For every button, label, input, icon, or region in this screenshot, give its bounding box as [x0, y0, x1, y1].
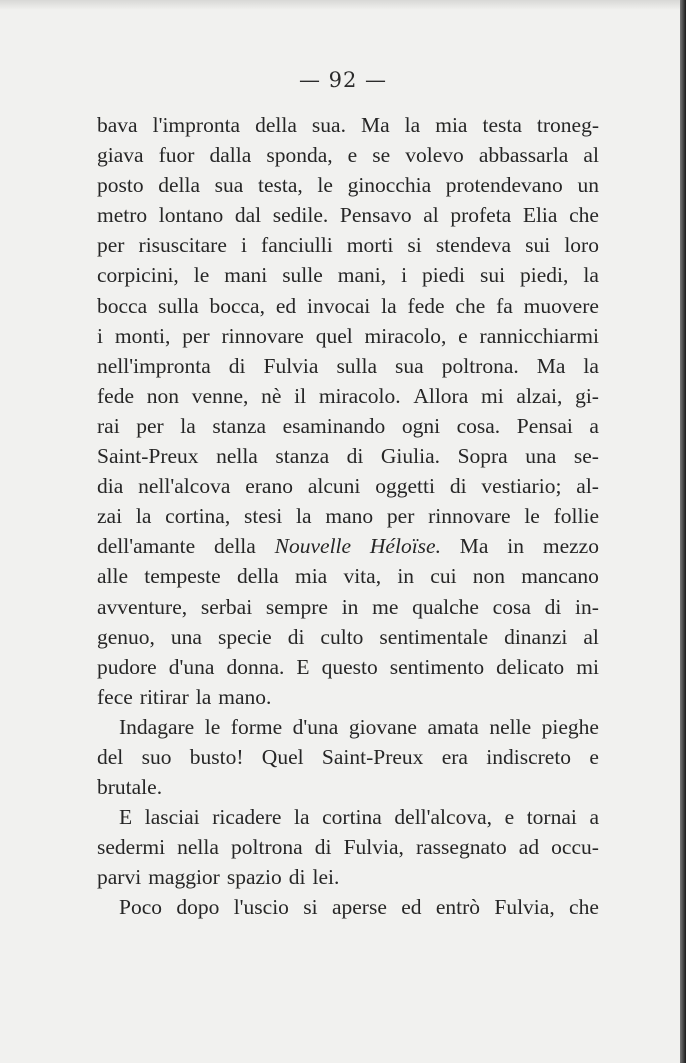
- text-line: bava l'impronta della sua. Ma la mia testa troneg-: [97, 113, 599, 137]
- text-line: rai per la stanza esaminando ogni cosa. Pensai a: [97, 413, 599, 438]
- text-line: alle tempeste della mia vita, in cui non mancano: [97, 564, 599, 589]
- text-line: zai la cortina, stesi la mano per rinnovare le follie: [97, 504, 599, 529]
- text-line: del suo busto! Quel Saint-Preux era indiscreto e: [97, 744, 599, 769]
- page-number: — 92 —: [298, 68, 388, 92]
- page-top-shadow: [0, 0, 686, 10]
- text-line: fede non venne, nè il miracolo. Allora mi alzai, gi-: [97, 383, 599, 408]
- body-text: [97, 110, 599, 923]
- text-line: fece ritirar la mano.: [97, 684, 272, 709]
- text-line: metro lontano dal sedile. Pensavo al profeta Elia che: [97, 203, 599, 228]
- text-line: Poco dopo l'uscio si aperse ed entrò Fulvia, che: [119, 895, 599, 920]
- text-line: posto della sua testa, le ginocchia protendevano un: [97, 173, 599, 198]
- text-line: Saint-Preux nella stanza di Giulia. Sopra una se-: [97, 444, 599, 469]
- text-line: parvi maggior spazio di lei.: [97, 865, 340, 890]
- text-line: avventure, serbai sempre in me qualche cosa di in-: [97, 594, 599, 619]
- text-line: sedermi nella poltrona di Fulvia, rassegnato ad occu-: [97, 835, 599, 860]
- text-line: brutale.: [97, 775, 163, 800]
- text-line: per risuscitare i fanciulli morti si stendeva sui loro: [97, 233, 599, 258]
- text-line: nell'impronta di Fulvia sulla sua poltrona. Ma la: [97, 353, 599, 378]
- text-line: E lasciai ricadere la cortina dell'alcova, e tornai a: [119, 805, 599, 830]
- text-line: Indagare le forme d'una giovane amata nelle pieghe: [119, 714, 599, 739]
- text-line: bocca sulla bocca, ed invocai la fede che fa muovere: [97, 293, 599, 318]
- text-line: pudore d'una donna. E questo sentimento delicato mi: [97, 654, 599, 679]
- text-line: dia nell'alcova erano alcuni oggetti di vestiario; al-: [97, 474, 599, 499]
- text-line: corpicini, le mani sulle mani, i piedi sui piedi, la: [97, 263, 599, 288]
- text-line: genuo, una specie di culto sentimentale dinanzi al: [97, 624, 599, 649]
- text-line: i monti, per rinnovare quel miracolo, e rannicchiarmi: [97, 323, 599, 348]
- page-right-edge: [680, 0, 686, 1063]
- text-line: dell'amante della Nouvelle Héloïse. Ma in mezzo: [97, 534, 599, 559]
- text-line: giava fuor dalla sponda, e se volevo abbassarla al: [97, 143, 599, 168]
